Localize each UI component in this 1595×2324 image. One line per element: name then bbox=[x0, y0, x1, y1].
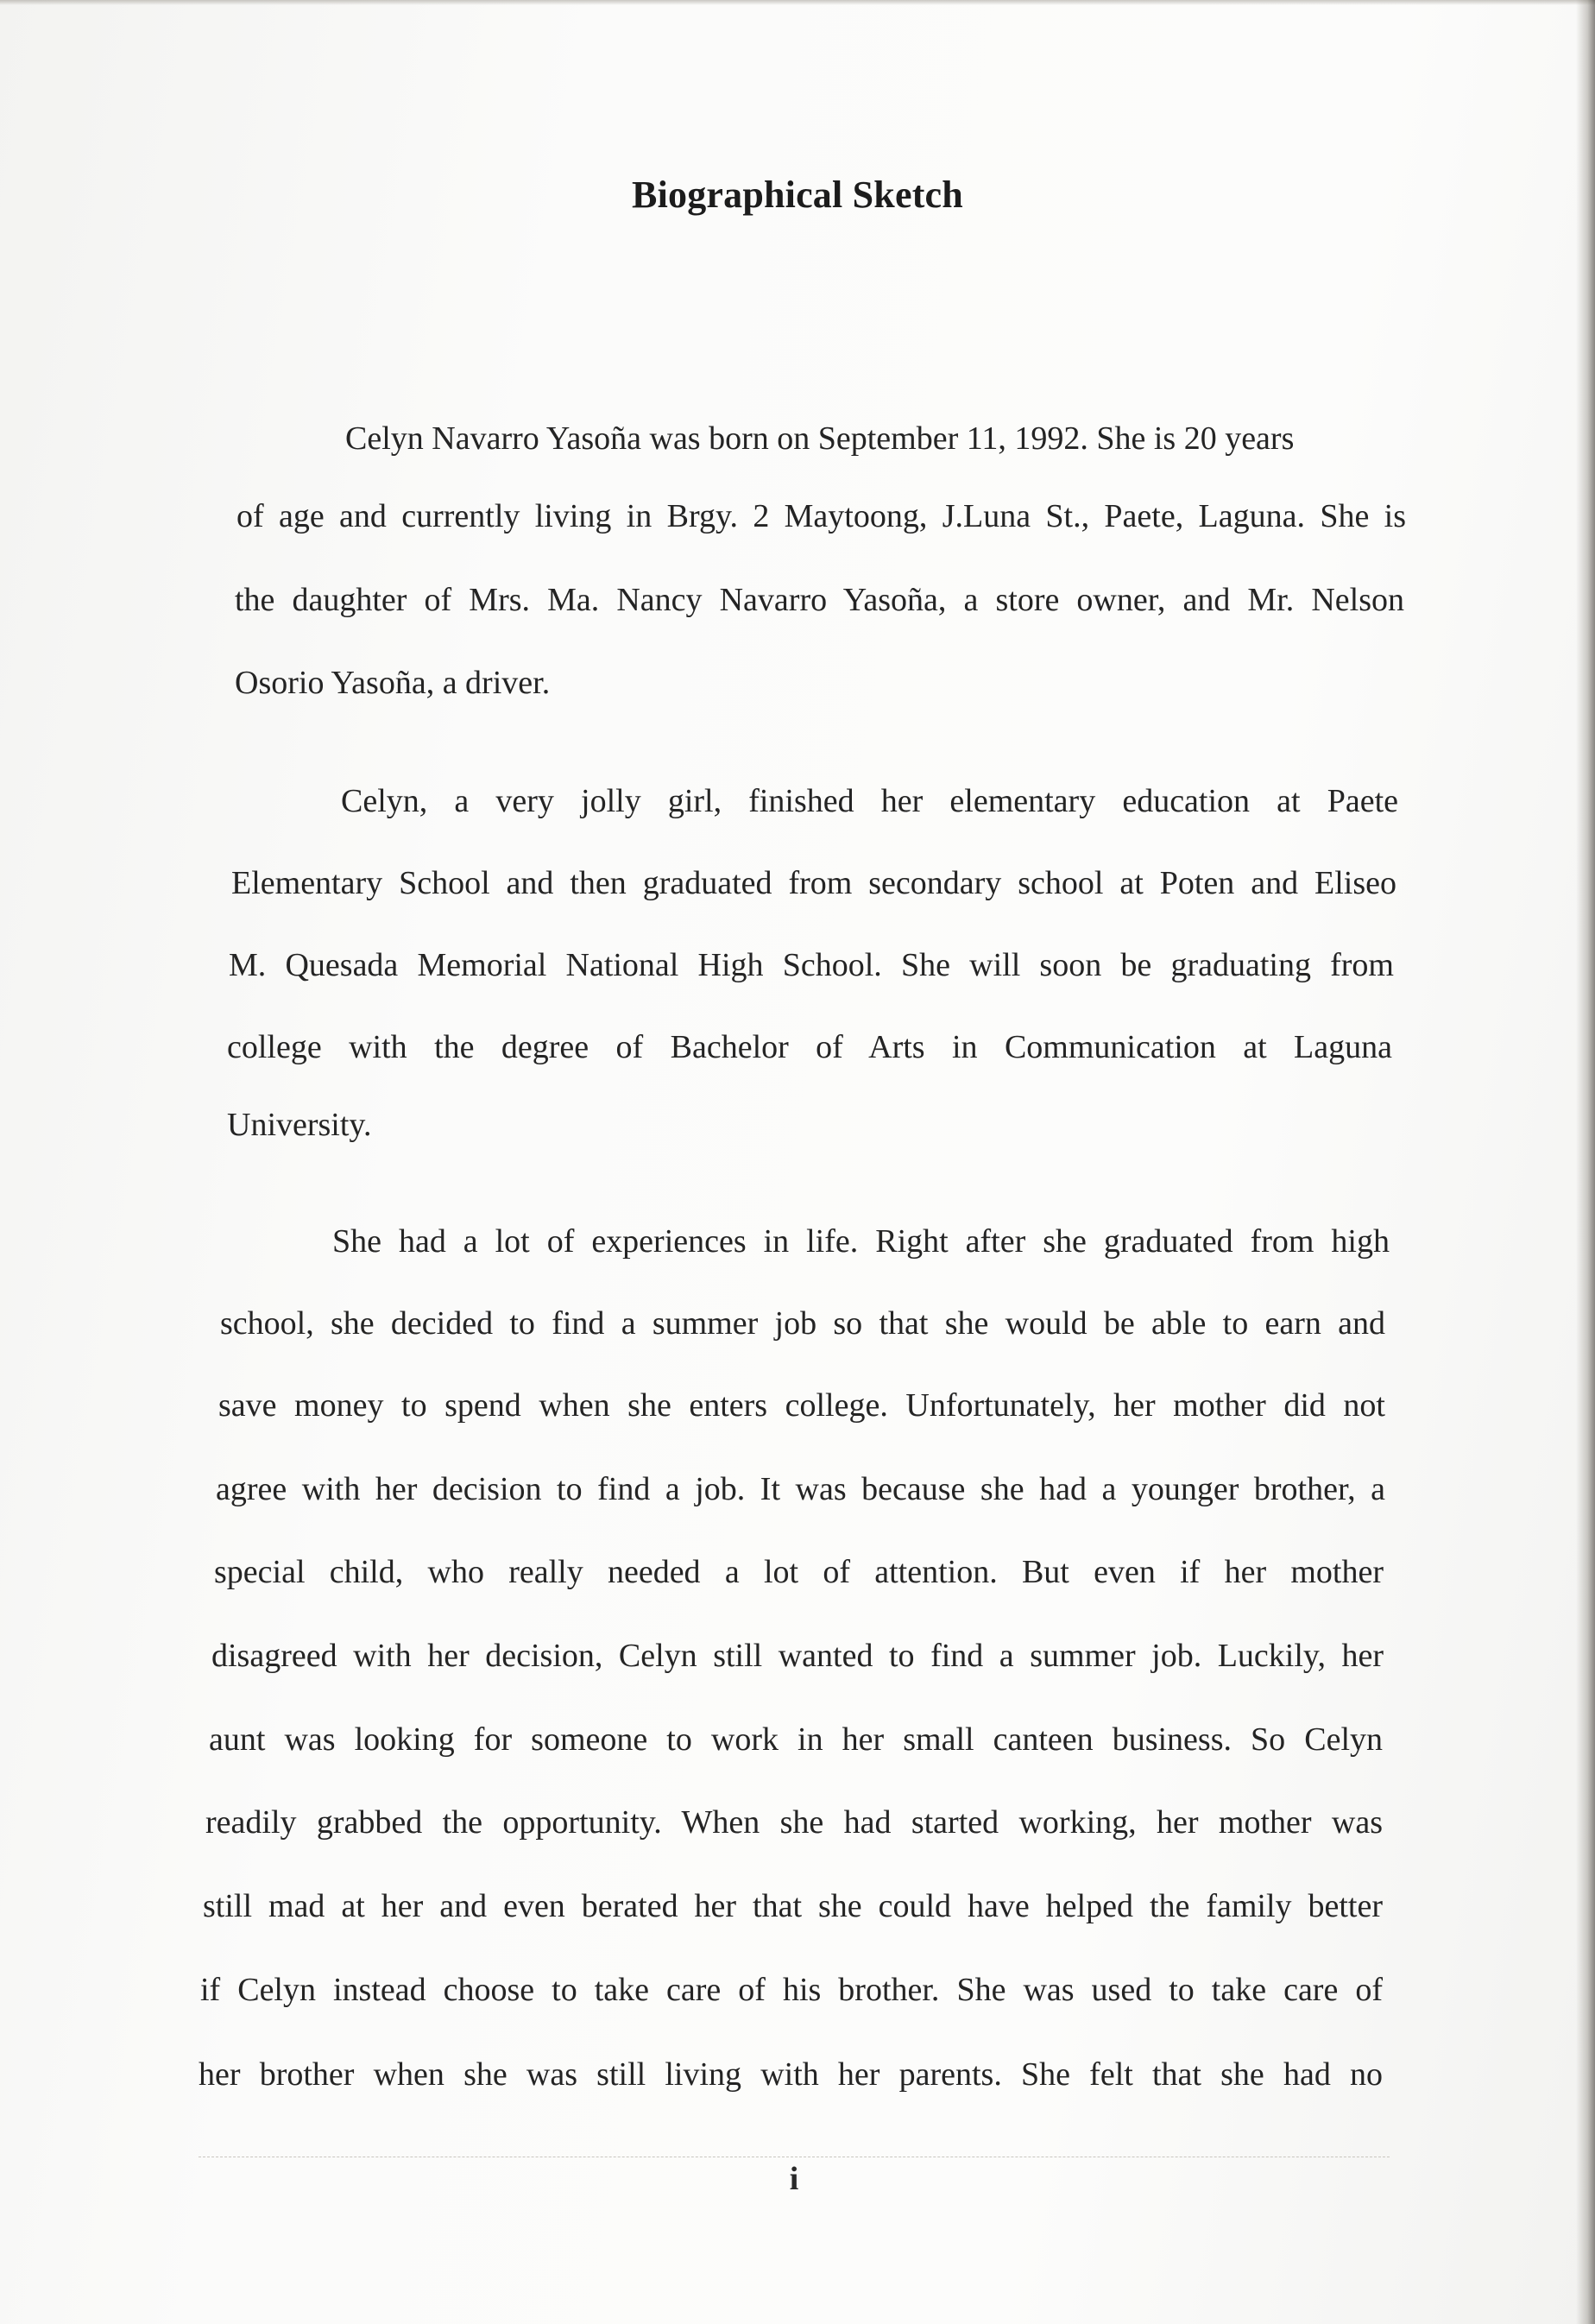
paragraph-line: save money to spend when she enters college. Unfortunately, her mother did not bbox=[218, 1387, 1385, 1424]
paragraph-line: her brother when she was still living with her parents. She felt that she had no bbox=[199, 2056, 1383, 2093]
page-top-edge-shadow bbox=[0, 0, 1595, 5]
paragraph-line: Osorio Yasoña, a driver. bbox=[235, 665, 551, 701]
page-number: i bbox=[789, 2161, 799, 2197]
page-right-edge-shadow bbox=[1576, 0, 1595, 2324]
paragraph-line: University. bbox=[227, 1107, 372, 1143]
paragraph-line: agree with her decision to find a job. It was because she had a younger brother, a bbox=[216, 1471, 1385, 1507]
paragraph-line: Elementary School and then graduated from secondary school at Poten and Eliseo bbox=[231, 865, 1396, 901]
paragraph-line: of age and currently living in Brgy. 2 Maytoong, J.Luna St., Paete, Laguna. She is bbox=[236, 498, 1406, 534]
paragraph-line: still mad at her and even berated her that she could have helped the family better bbox=[203, 1888, 1383, 1924]
paragraph-line: special child, who really needed a lot of attention. But even if her mother bbox=[214, 1554, 1384, 1590]
paragraph-line: M. Quesada Memorial National High School. She will soon be graduating from bbox=[229, 947, 1394, 983]
paragraph-line: readily grabbed the opportunity. When she had started working, her mother was bbox=[205, 1804, 1383, 1841]
paragraph-line: school, she decided to find a summer job so that she would be able to earn and bbox=[220, 1305, 1385, 1342]
paragraph-line: disagreed with her decision, Celyn still wanted to find a summer job. Luckily, her bbox=[211, 1638, 1384, 1674]
paragraph-line: aunt was looking for someone to work in her small canteen business. So Celyn bbox=[209, 1721, 1383, 1758]
paragraph-line: college with the degree of Bachelor of Arts in Communication at Laguna bbox=[227, 1029, 1392, 1065]
page-title: Biographical Sketch bbox=[632, 174, 963, 216]
paragraph-line: She had a lot of experiences in life. Right after she graduated from high bbox=[332, 1223, 1390, 1260]
paragraph-line: Celyn Navarro Yasoña was born on September 11, 1992. She is 20 years bbox=[345, 420, 1295, 457]
paragraph-line: if Celyn instead choose to take care of his brother. She was used to take care of bbox=[200, 1972, 1383, 2008]
paragraph-line: Celyn, a very jolly girl, finished her elementary education at Paete bbox=[341, 783, 1398, 819]
paragraph-line: the daughter of Mrs. Ma. Nancy Navarro Yasoña, a store owner, and Mr. Nelson bbox=[235, 582, 1404, 618]
